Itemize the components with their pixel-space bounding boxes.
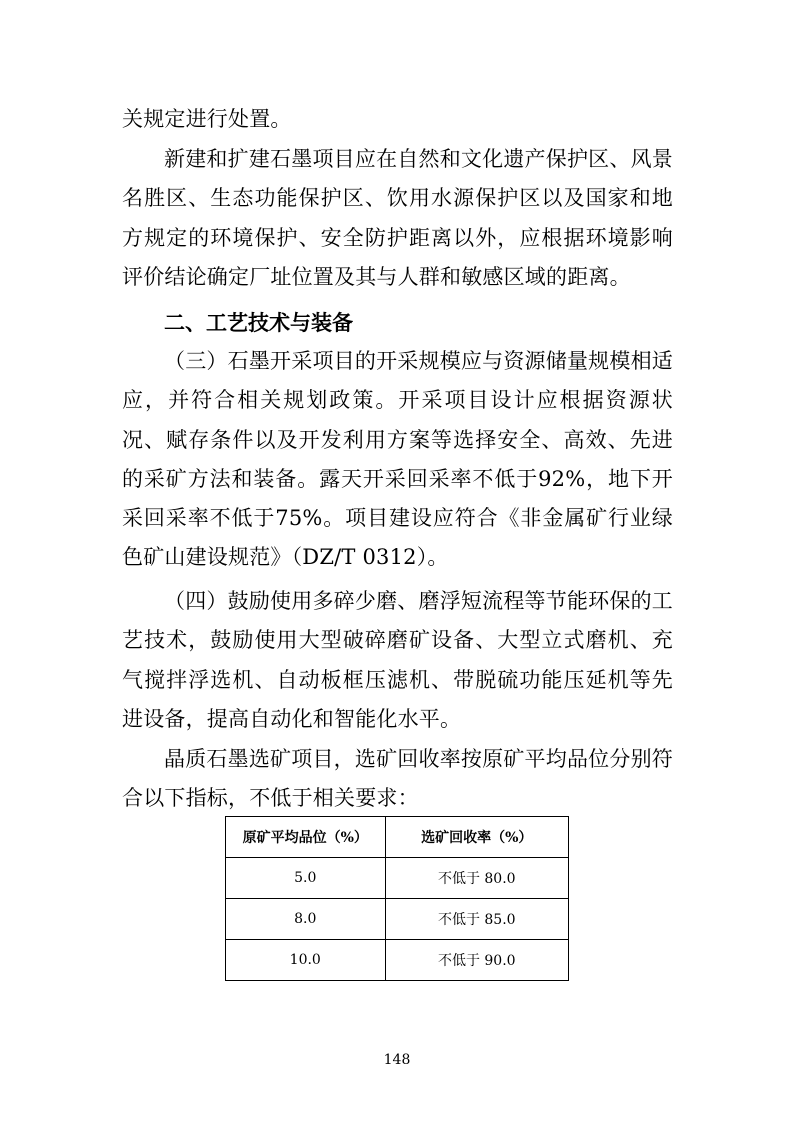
recovery-rate-table: [225, 816, 569, 981]
table-cell-grade: 5.0: [226, 858, 386, 899]
table-cell-grade: 10.0: [226, 940, 386, 981]
table-cell-recovery: 不低于 80.0: [385, 858, 568, 899]
table-row: [226, 899, 569, 940]
table-row: [226, 940, 569, 981]
paragraph-recovery-intro: 晶质石墨选矿项目，选矿回收率按原矿平均品位分别符合以下指标，不低于相关要求：: [122, 747, 673, 811]
paragraph-process-technology: （四）鼓励使用多碎少磨、磨浮短流程等节能环保的工艺技术，鼓励使用大型破碎磨矿设备、大型立式磨机、充气搅拌浮选机、自动板框压滤机、带脱硫功能压延机等先进设备，提高自动化和智能化水平。: [122, 589, 673, 731]
table-cell-recovery: 不低于 90.0: [385, 940, 568, 981]
section-heading: 二、工艺技术与装备: [164, 311, 353, 335]
paragraph-continuation: 关规定进行处置。: [122, 107, 292, 131]
paragraph-site-location: 新建和扩建石墨项目应在自然和文化遗产保护区、风景名胜区、生态功能保护区、饮用水源保护区以及国家和地方规定的环境保护、安全防护距离以外，应根据环境影响评价结论确定厂址位置及其与人群和敏感区域的距离。: [122, 147, 673, 289]
table-row: [226, 858, 569, 899]
page-number: 148: [383, 1052, 411, 1068]
paragraph-mining-scale: （三）石墨开采项目的开采规模应与资源储量规模相适应，并符合相关规划政策。开采项目设计应根据资源状况、赋存条件以及开发利用方案等选择安全、高效、先进的采矿方法和装备。露天开采回采率不低于92%，地下开采回采率不低于75%。项目建设应符合《非金属矿行业绿色矿山建设规范》（DZ/T 0312）。: [122, 349, 673, 570]
table-cell-recovery: 不低于 85.0: [385, 899, 568, 940]
table-header-grade: 原矿平均品位（%）: [226, 817, 386, 858]
table-header-row: [226, 817, 569, 858]
table-cell-grade: 8.0: [226, 899, 386, 940]
table-header-recovery: 选矿回收率（%）: [385, 817, 568, 858]
